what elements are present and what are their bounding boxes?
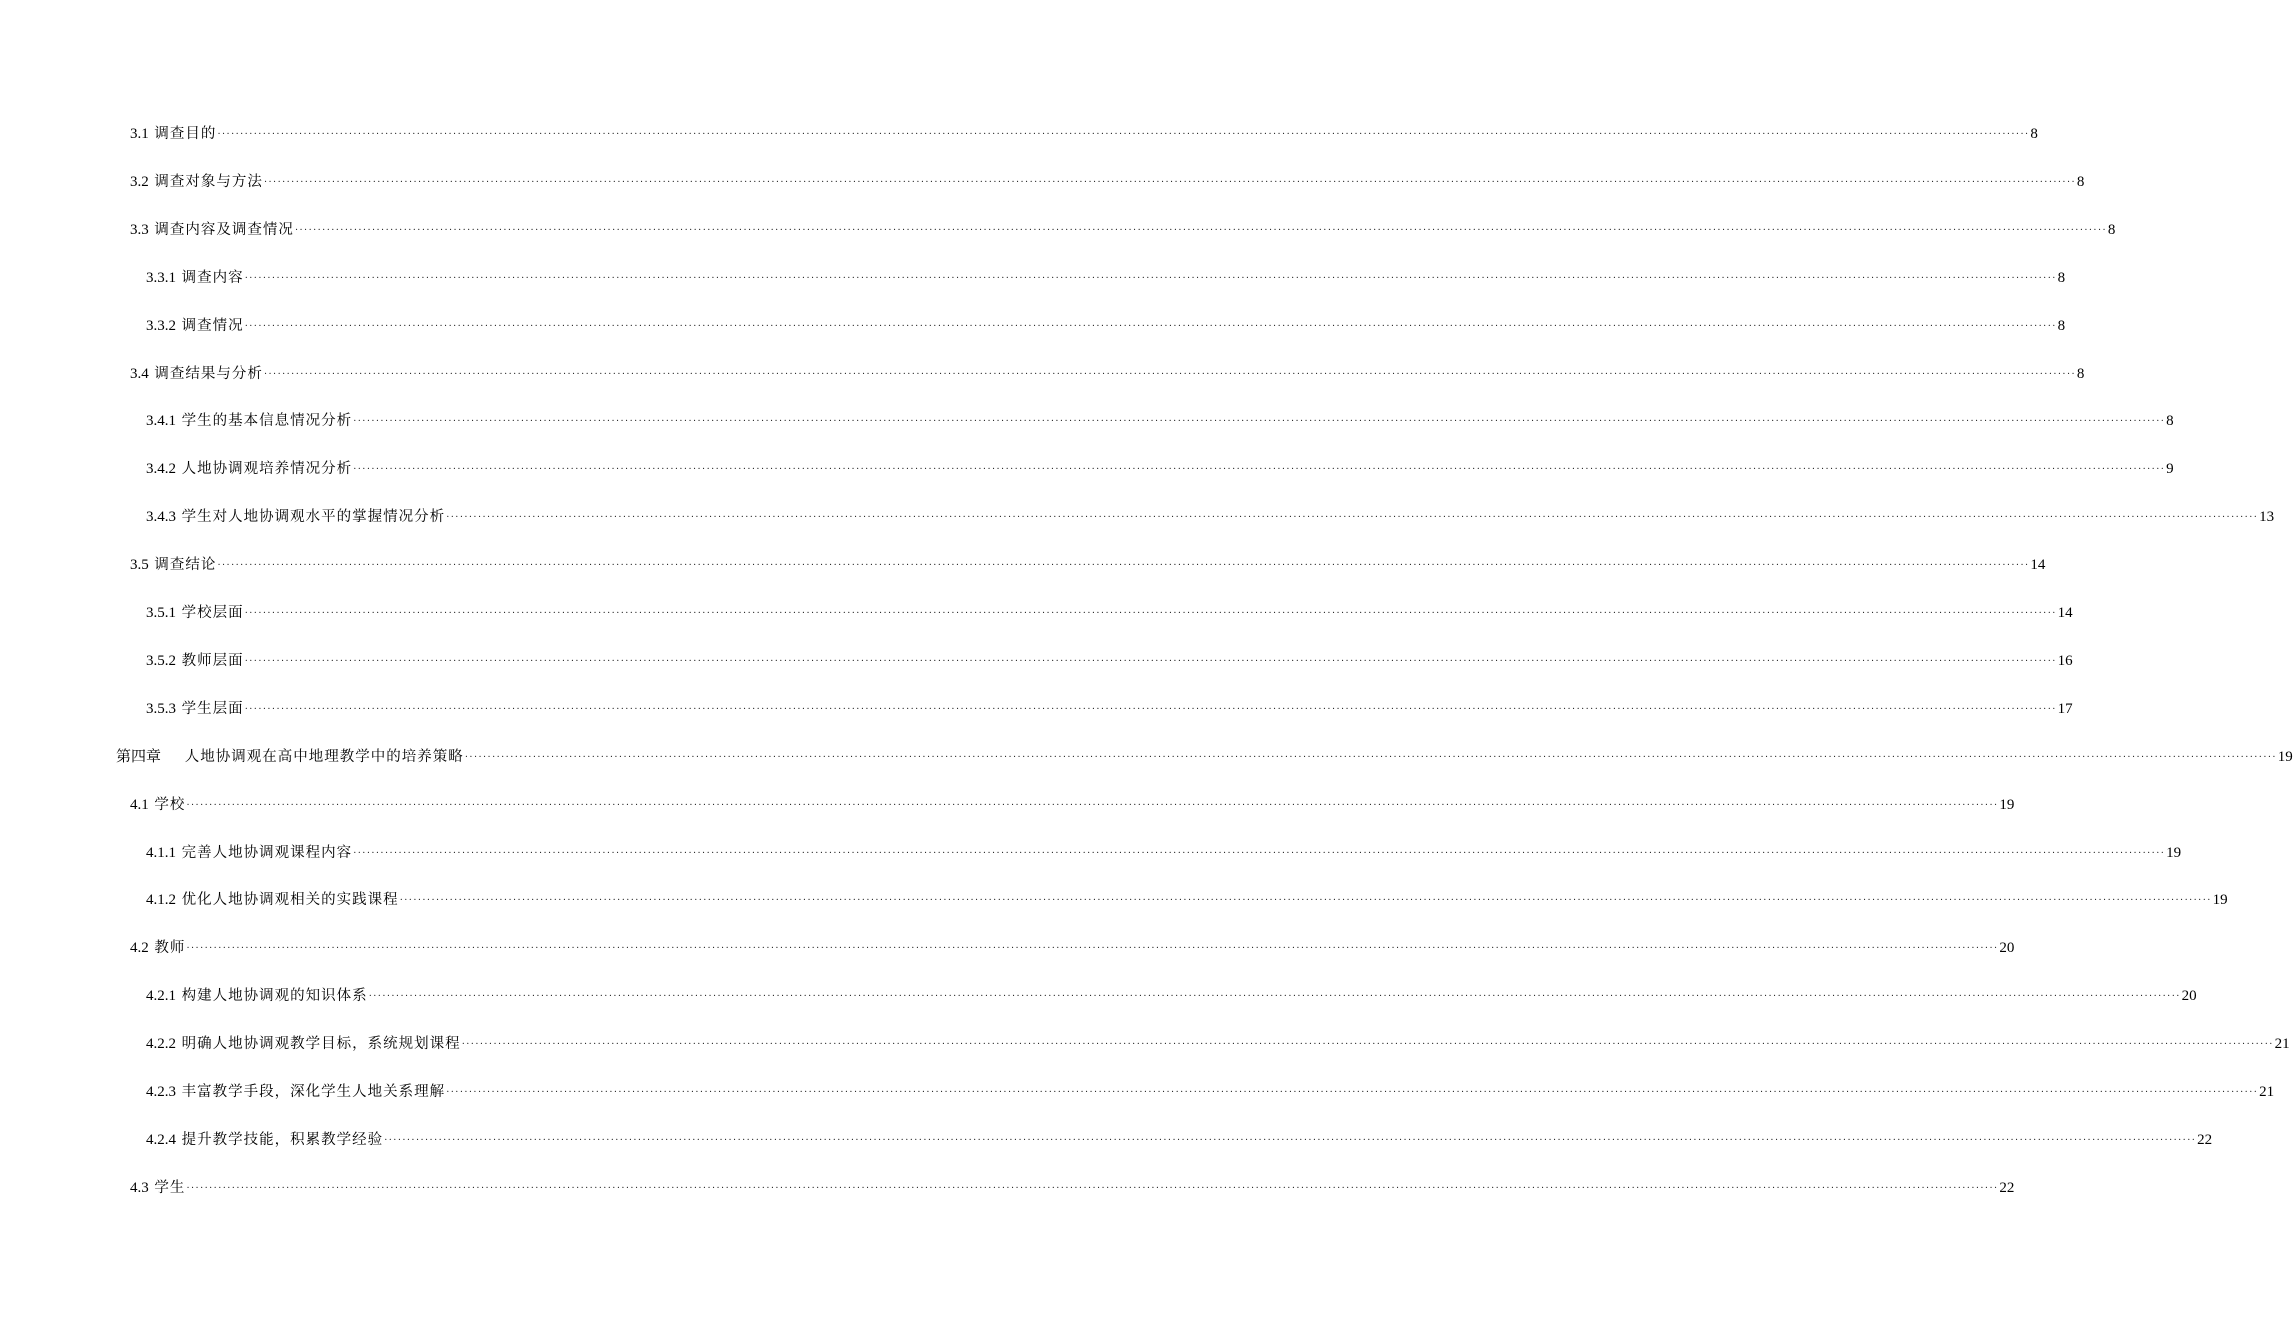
toc-entry[interactable] [130,170,2085,194]
toc-entry-label [146,888,399,912]
toc-entry-page-number: 21 [2259,1084,2275,1100]
toc-entry-page-number: 14 [2057,605,2073,621]
toc-entry-number: 3.5.2 [146,652,176,669]
toc-leader-dots: ················································································································································································································································································································································································································ [353,416,2166,428]
toc-entry-number: 3.5.1 [146,605,176,621]
toc-entry-page-number: 16 [2057,652,2073,669]
toc-entry-number: 3.4 [130,365,149,382]
toc-entry-title: 优化人地协调观相关的实践课程 [181,892,399,909]
toc-entry[interactable] [146,505,2275,529]
toc-entry-number: 3.3.1 [146,269,176,286]
toc-entry-number: 3.5 [130,557,149,574]
toc-entry-number: 3.4.2 [146,461,176,478]
toc-leader-dots: ················································································································································································································································································································································································································ [244,320,2057,332]
toc-entry-page-number: 8 [2076,365,2085,382]
toc-entry[interactable] [146,1032,2290,1056]
toc-entry-page-number: 19 [2212,892,2228,909]
toc-entry-label [146,314,244,338]
toc-leader-dots: ················································································································································································································································································································································································································ [186,943,1999,955]
toc-leader-dots: ················································································································································································································································································································································································································ [353,464,2166,476]
toc-entry[interactable] [130,1176,2015,1200]
toc-leader-dots: ················································································································································································································································································································································································································ [244,272,2057,284]
toc-entry-page-number: 17 [2057,700,2073,717]
toc-entry-page-number: 8 [2076,173,2085,190]
toc-entry-label [130,122,216,146]
toc-entry-title: 学校 [154,796,186,813]
toc-entry[interactable] [146,314,2066,338]
toc-entry-label [146,1080,445,1104]
toc-entry-label [130,553,216,577]
toc-leader-dots: ················································································································································································································································································································································································································ [244,655,2057,667]
toc-entry-title: 调查对象与方法 [154,173,263,190]
toc-entry-label [146,649,244,673]
toc-entry-title: 调查目的 [154,126,217,142]
toc-entry-number: 3.4.3 [146,509,176,526]
toc-entry-title: 学生对人地协调观水平的掌握情况分析 [181,509,446,526]
toc-entry-label [146,601,244,625]
toc-entry[interactable] [130,936,2015,960]
toc-entry-title: 学生层面 [181,700,244,717]
toc-entry-title: 教师层面 [181,652,244,669]
toc-entry-number: 3.1 [130,126,149,142]
toc-entry-title: 调查情况 [181,317,244,334]
toc-entry[interactable] [146,1128,2213,1152]
toc-entry-label [146,457,352,481]
toc-entry[interactable] [146,841,2182,865]
toc-leader-dots: ················································································································································································································································································································································································································ [263,176,2076,188]
toc-entry[interactable] [146,1080,2275,1104]
toc-entry-label [146,1128,383,1152]
toc-entry-page-number: 20 [2181,988,2197,1005]
toc-entry-title: 学生的基本信息情况分析 [181,413,353,430]
toc-leader-dots: ················································································································································································································································································································································································································ [464,751,2277,763]
toc-entry-title: 丰富教学手段，深化学生人地关系理解 [181,1084,446,1100]
toc-entry-page-number: 9 [2166,461,2174,478]
toc-entry[interactable] [116,745,2293,769]
toc-entry-title: 学校层面 [181,605,244,621]
toc-leader-dots: ················································································································································································································································································································································································································ [217,560,2030,572]
toc-entry-title: 人地协调观培养情况分析 [181,461,353,478]
toc-entry[interactable] [146,697,2073,721]
toc-entry-number: 4.2.1 [146,988,176,1005]
toc-entry-label [146,841,352,865]
toc-entry-page-number: 22 [2197,1131,2213,1148]
toc-entry-label [146,697,244,721]
toc-entry-number: 4.1.1 [146,844,176,861]
toc-entry-number: 3.5.3 [146,700,176,717]
toc-entry-title: 学生 [154,1179,186,1196]
toc-entry[interactable] [146,601,2073,625]
toc-entry-number: 第四章 [116,748,162,765]
toc-entry-label [146,505,445,529]
toc-entry-page-number: 8 [2107,221,2116,238]
toc-entry-number: 4.2 [130,940,149,957]
toc-entry[interactable] [146,266,2066,290]
toc-entry-title: 人地协调观在高中地理教学中的培养策略 [184,748,464,765]
toc-entry-label [130,362,263,386]
toc-entry-number: 4.2.4 [146,1131,176,1148]
toc-entry[interactable] [146,984,2197,1008]
toc-entry-page-number: 19 [2166,844,2182,861]
toc-entry-number: 4.3 [130,1179,149,1196]
toc-entry-page-number: 19 [1999,796,2015,813]
toc-entry-page-number: 13 [2259,509,2275,526]
toc-entry-label [146,1032,461,1056]
toc-entry-number: 4.2.3 [146,1084,176,1100]
toc-entry-page-number: 8 [2057,317,2066,334]
toc-leader-dots: ················································································································································································································································································································································································································ [186,1182,1999,1194]
toc-entry-title: 构建人地协调观的知识体系 [181,988,368,1005]
toc-entry-page-number: 20 [1999,940,2015,957]
toc-entry-title: 调查结论 [154,557,217,574]
toc-entry-page-number: 8 [2030,126,2038,142]
toc-leader-dots: ················································································································································································································································································································································································································ [368,991,2181,1003]
toc-entry-title: 教师 [154,940,186,957]
toc-entry[interactable] [130,793,2015,817]
toc-leader-dots: ················································································································································································································································································································································································································ [384,1134,2197,1146]
toc-entry[interactable] [130,122,2038,146]
toc-leader-dots: ················································································································································································································································································································································································································ [399,895,2212,907]
toc-entry-page-number: 19 [2277,748,2293,765]
toc-entry-number: 4.2.2 [146,1036,176,1053]
toc-leader-dots: ················································································································································································································································································································································································································ [244,608,2057,619]
toc-entry-label [130,218,294,242]
toc-leader-dots: ················································································································································································································································································································································································································ [446,1087,2259,1098]
toc-entry-page-number: 21 [2274,1036,2290,1053]
toc-entry-label [146,984,368,1008]
toc-entry-title: 调查内容 [181,269,244,286]
toc-entry[interactable] [130,553,2046,577]
toc-entry-page-number: 14 [2030,557,2046,574]
toc-entry[interactable] [130,218,2116,242]
toc-entry-label [130,793,185,817]
toc-entry-page-number: 8 [2166,413,2174,430]
toc-entry-label [146,409,352,433]
toc-entry-label [130,936,185,960]
toc-entry-title: 调查结果与分析 [154,365,263,382]
toc-entry-page-number: 8 [2057,269,2066,286]
toc-leader-dots: ················································································································································································································································································································································································································ [353,847,2166,859]
toc-leader-dots: ················································································································································································································································································································································································································ [294,224,2107,236]
toc-entry-title: 调查内容及调查情况 [154,221,294,238]
toc-entry[interactable] [146,888,2228,912]
toc-entry[interactable] [146,649,2073,673]
toc-entry-number: 4.1 [130,796,149,813]
toc-entry[interactable] [146,457,2174,481]
toc-entry-label [116,745,464,769]
toc-leader-dots: ················································································································································································································································································································································································································ [461,1039,2274,1051]
toc-leader-dots: ················································································································································································································································································································································································································ [263,368,2076,380]
toc-entry-number: 4.1.2 [146,892,176,909]
toc-leader-dots: ················································································································································································································································································································································································································ [186,799,1999,811]
toc-entry-number: 3.2 [130,173,149,190]
toc-entry-title: 明确人地协调观教学目标，系统规划课程 [181,1036,461,1053]
toc-entry-label [146,266,244,290]
toc-entry-label [130,170,263,194]
toc-entry-number: 3.3.2 [146,317,176,334]
toc-leader-dots: ················································································································································································································································································································································································································ [446,512,2259,524]
toc-entry-number: 3.3 [130,221,149,238]
toc-entry-label [130,1176,185,1200]
toc-entry[interactable] [146,409,2174,433]
toc-entry[interactable] [130,362,2085,386]
toc-entry-number: 3.4.1 [146,413,176,430]
toc-leader-dots: ················································································································································································································································································································································································································ [244,703,2057,715]
toc-entry-page-number: 22 [1999,1179,2015,1196]
toc-leader-dots: ················································································································································································································································································································································································································ [217,129,2030,140]
toc-entry-title: 完善人地协调观课程内容 [181,844,353,861]
toc-entry-title: 提升教学技能，积累教学经验 [181,1131,384,1148]
